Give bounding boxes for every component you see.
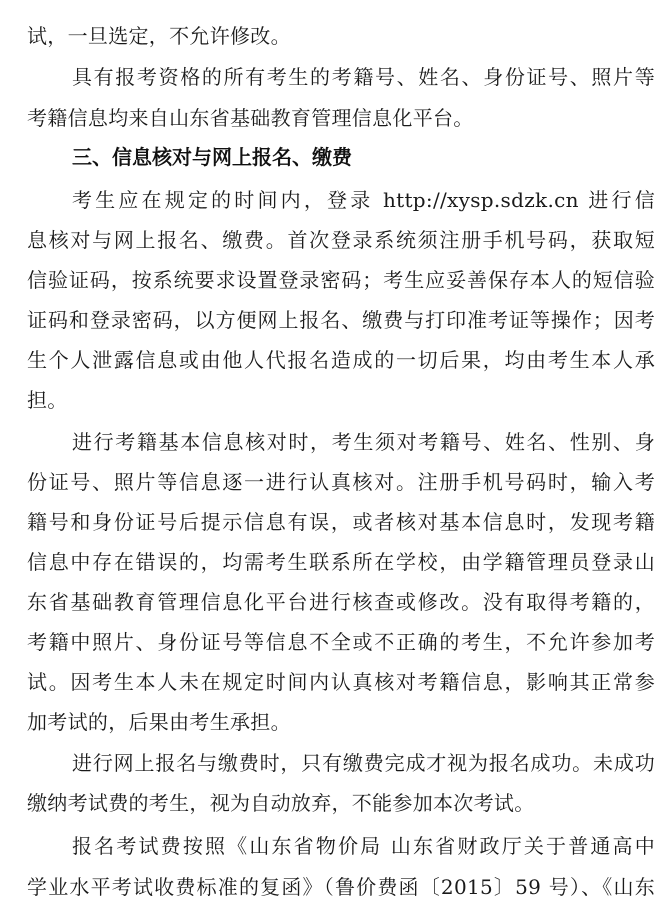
text-line: 试。因考生本人未在规定时间内认真核对考籍信息，影响其正常参 bbox=[27, 670, 655, 694]
text-line: 考籍信息均来自山东省基础教育管理信息化平台。 bbox=[27, 106, 474, 130]
text-line: 生个人泄露信息或由他人代报名造成的一切后果，均由考生本人承 bbox=[27, 348, 655, 372]
text-line: 学业水平考试收费标准的复函》（鲁价费函〔2015〕59 号）、《山东 bbox=[27, 875, 655, 899]
text-line: 具有报考资格的所有考生的考籍号、姓名、身份证号、照片等 bbox=[72, 65, 655, 89]
text-line: 份证号、照片等信息逐一进行认真核对。注册手机号码时，输入考 bbox=[27, 470, 655, 494]
text-line: 东省基础教育管理信息化平台进行核查或修改。没有取得考籍的， bbox=[27, 590, 655, 614]
text-line: 加考试的，后果由考生承担。 bbox=[27, 710, 291, 734]
text-line: 籍号和身份证号后提示信息有误，或者核对基本信息时，发现考籍 bbox=[27, 510, 655, 534]
text-line: 考籍中照片、身份证号等信息不全或不正确的考生，不允许参加考 bbox=[27, 630, 655, 654]
text-line: 缴纳考试费的考生，视为自动放弃，不能参加本次考试。 bbox=[27, 791, 535, 815]
text-line: 息核对与网上报名、缴费。首次登录系统须注册手机号码，获取短 bbox=[27, 228, 655, 252]
text-line: 信验证码，按系统要求设置登录密码；考生应妥善保存本人的短信验 bbox=[27, 268, 655, 292]
text-line: 试，一旦选定，不允许修改。 bbox=[27, 24, 291, 48]
section-heading: 三、信息核对与网上报名、缴费 bbox=[72, 145, 352, 169]
text-line: 报名考试费按照《山东省物价局 山东省财政厅关于普通高中 bbox=[72, 834, 655, 858]
text-line: 考生应在规定的时间内，登录 http://xysp.sdzk.cn 进行信 bbox=[72, 188, 655, 212]
text-line: 进行考籍基本信息核对时，考生须对考籍号、姓名、性别、身 bbox=[72, 430, 655, 454]
text-line: 信息中存在错误的，均需考生联系所在学校，由学籍管理员登录山 bbox=[27, 550, 655, 574]
text-line: 进行网上报名与缴费时，只有缴费完成才视为报名成功。未成功 bbox=[72, 751, 655, 775]
text-line: 担。 bbox=[27, 388, 68, 412]
text-line: 证码和登录密码，以方便网上报名、缴费与打印准考证等操作；因考 bbox=[27, 308, 655, 332]
